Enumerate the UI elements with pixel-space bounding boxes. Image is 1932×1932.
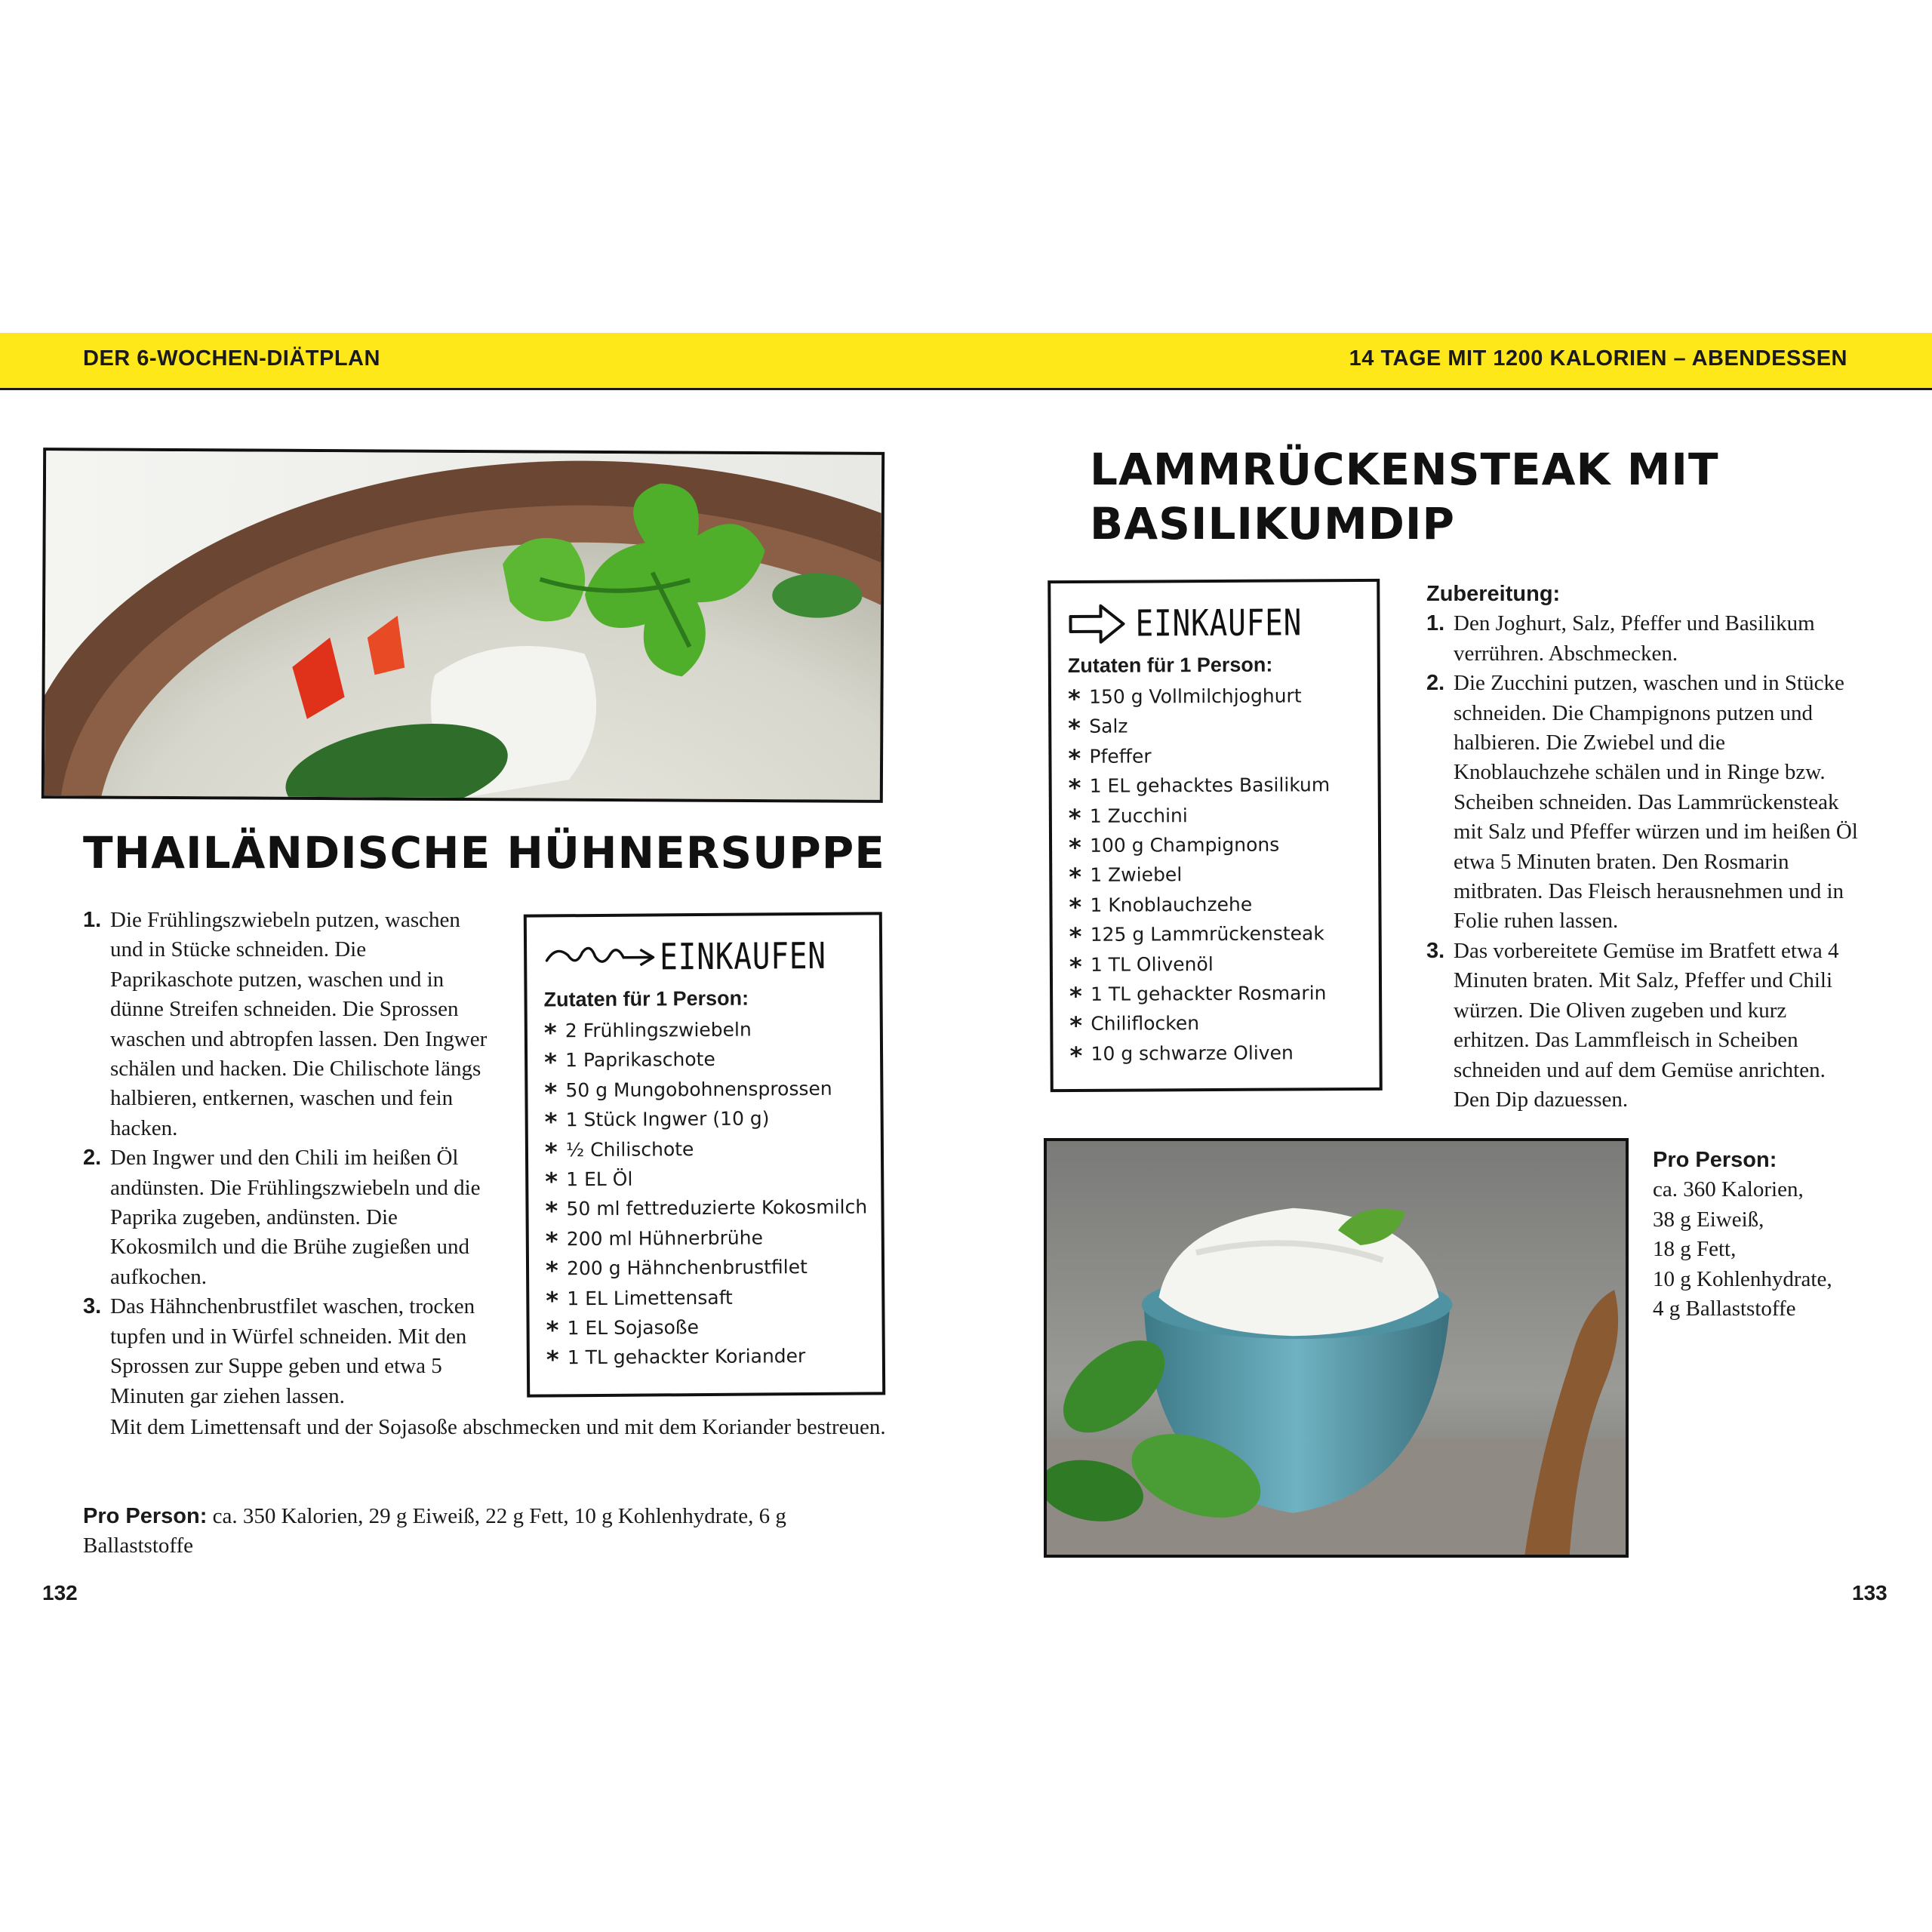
ingredient-item: * 150 g Vollmilchjoghurt (1068, 681, 1361, 712)
nutrition-line: 38 g Eiweiß, (1653, 1207, 1764, 1232)
ingredient-item: * 1 TL gehackter Koriander (546, 1341, 866, 1373)
ingredient-item: * 1 TL Olivenöl (1069, 949, 1362, 980)
lamb-step-1: 1. Den Joghurt, Salz, Pfeffer und Basilikum verrühren. Abschmecken. (1426, 611, 1815, 666)
ingredient-item: * Chiliflocken (1069, 1008, 1362, 1038)
lamb-step-3: 3. Das vorbereitete Gemüse im Bratfett etwa 4 Minuten braten. Mit Salz, Pfeffer und Chili würzen. Die Oliven zugeben und kurz erhitzen. Das Lammfleisch in Scheiben schneiden und auf dem Gemüse anrichten. Den Dip dazuessen. (1426, 938, 1839, 1112)
ingredient-item: * 1 TL gehackter Rosmarin (1069, 978, 1362, 1009)
ingredient-item: * 1 EL gehacktes Basilikum (1069, 770, 1361, 801)
recipe-title-lamb: LAMMRÜCKENSTEAK MIT BASILIKUMDIP (1090, 444, 1719, 549)
ingredient-item: * Salz (1068, 710, 1361, 741)
shopping-heading: EINKAUFEN (1135, 601, 1303, 645)
prep-label: Zubereitung: (1426, 582, 1561, 606)
soup-nutrition (83, 1502, 838, 1561)
ingredient-item: * 100 g Champignons (1069, 829, 1361, 860)
lamb-instructions (1426, 580, 1860, 1115)
soup-step-2: 2. Den Ingwer und den Chili im heißen Öl andünsten. Die Frühlingszwiebeln und die Paprika zugeben, andünsten. Die Kokosmilch und die Brühe zugießen und aufkochen. (83, 1146, 481, 1289)
ingredient-list-soup (544, 1014, 866, 1374)
soup-illustration (45, 451, 881, 800)
ingredient-item: * 50 g Mungobohnensprossen (544, 1073, 863, 1105)
ingredient-list-lamb (1068, 681, 1363, 1069)
ingredient-item: * 1 Zucchini (1069, 800, 1361, 831)
nutrition-label: Pro Person: (1653, 1148, 1777, 1172)
ingredient-item: * 1 Stück Ingwer (10 g) (545, 1103, 864, 1135)
soup-step-1: 1. Die Frühlingszwiebeln putzen, waschen und in Stücke schneiden. Die Paprikaschote putzen, waschen und in dünne Streifen schneiden. Die Sprossen waschen und abtropfen lassen. Den Ingwer schälen und hacken. Die Chilischote längs halbieren, entkernen, waschen und fein hacken. (83, 908, 488, 1140)
dip-illustration (1047, 1141, 1626, 1555)
swirl-arrow-icon (543, 934, 660, 980)
ingredient-item: * 2 Frühlingszwiebeln (544, 1014, 863, 1046)
ingredient-item: * Pfeffer (1068, 740, 1361, 771)
ingredient-item: * 125 g Lammrückensteak (1069, 918, 1362, 949)
shopping-subheading: Zutaten für 1 Person: (1067, 653, 1273, 678)
shopping-box-lamb (1048, 579, 1383, 1092)
soup-step-3-tail: Mit dem Limettensaft und der Sojasoße abschmecken und mit dem Koriander bestreuen. (110, 1415, 886, 1439)
page-number-right: 133 (1852, 1581, 1887, 1604)
soup-photo (42, 448, 884, 803)
running-header (0, 333, 1932, 390)
arrow-icon (1067, 601, 1128, 647)
nutrition-line: 4 g Ballaststoffe (1653, 1297, 1796, 1321)
ingredient-item: * 1 Zwiebel (1069, 859, 1361, 890)
ingredient-item: * 10 g schwarze Oliven (1069, 1038, 1362, 1069)
shopping-subheading: Zutaten für 1 Person: (543, 986, 749, 1011)
ingredient-item: * 50 ml fettreduzierte Kokosmilch (545, 1192, 864, 1224)
ingredient-item: * 200 ml Hühnerbrühe (546, 1222, 865, 1254)
nutrition-label: Pro Person: (83, 1504, 208, 1528)
soup-instructions (83, 906, 491, 1411)
ingredient-item: * 1 Paprikaschote (544, 1044, 863, 1075)
recipe-title-soup: THAILÄNDISCHE HÜHNERSUPPE (83, 827, 885, 878)
lamb-nutrition (1653, 1146, 1902, 1324)
page-number-left: 132 (42, 1581, 78, 1604)
nutrition-line: ca. 360 Kalorien, (1653, 1177, 1804, 1202)
nutrition-text: ca. 350 Kalorien, 29 g Eiweiß, 22 g Fett, 10 g Kohlenhydrate, 6 g Ballaststoffe (83, 1504, 786, 1558)
shopping-box-soup (524, 912, 885, 1397)
ingredient-item: * 1 EL Sojasoße (546, 1312, 865, 1343)
nutrition-line: 18 g Fett, (1653, 1237, 1737, 1262)
ingredient-item: * 1 EL Limettensaft (546, 1281, 865, 1313)
ingredient-item: * 1 Knoblauchzehe (1069, 889, 1361, 920)
shopping-heading: EINKAUFEN (659, 934, 826, 979)
ingredient-item: * ½ Chilischote (545, 1133, 864, 1164)
soup-step-3: 3. Das Hähnchenbrustfilet waschen, trocken tupfen und in Würfel schneiden. Mit den Sprossen zur Suppe geben und etwa 5 Minuten gar ziehen lassen. (83, 1294, 475, 1408)
dip-photo (1044, 1138, 1629, 1558)
ingredient-item: * 200 g Hähnchenbrustfilet (546, 1252, 865, 1284)
ingredient-item: * 1 EL Öl (545, 1163, 864, 1195)
header-right: 14 TAGE MIT 1200 KALORIEN – ABENDESSEN (1349, 346, 1847, 371)
header-left: DER 6-WOCHEN-DIÄTPLAN (83, 346, 380, 371)
nutrition-line: 10 g Kohlenhydrate, (1653, 1266, 1832, 1291)
lamb-step-2: 2. Die Zucchini putzen, waschen und in Stücke schneiden. Die Champignons putzen und halbieren. Die Zwiebel und die Knoblauchzehe schälen und in Ringe bzw. Scheiben schneiden. Das Lammrückensteak mit Salz und Pfeffer würzen und im heißen Öl etwa 5 Minuten braten. Den Rosmarin mitbraten. Das Fleisch herausnehmen und in Folie ruhen lassen. (1426, 671, 1858, 934)
